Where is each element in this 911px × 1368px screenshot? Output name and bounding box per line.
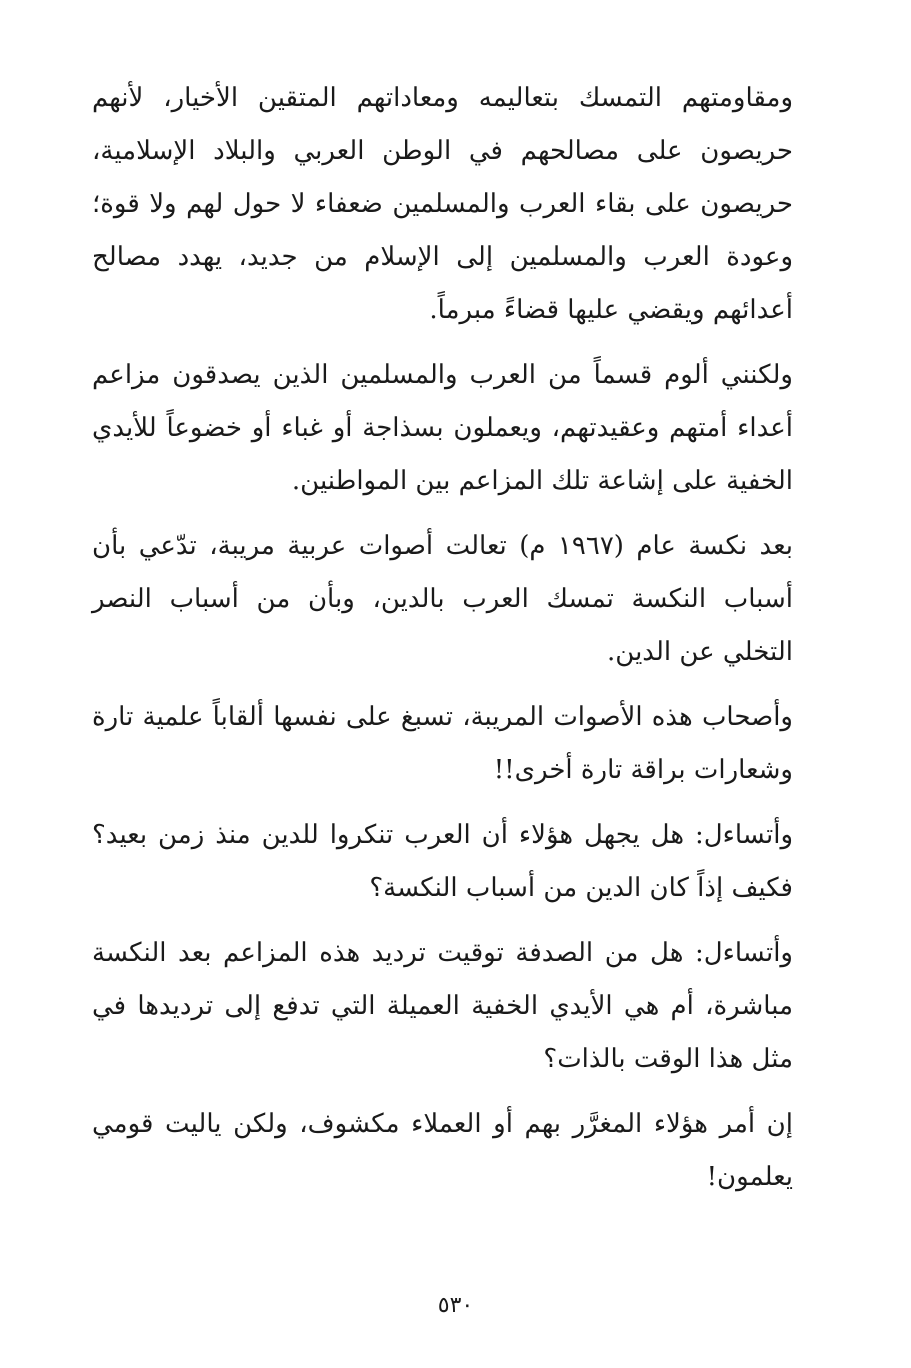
paragraph-1: ومقاومتهم التمسك بتعاليمه ومعاداتهم المتقين الأخيار، لأنهم حريصون على مصالحهم في الوطن العربي والبلاد الإسلامية، حريصون على بقاء العرب والمسلمين ضعفاء لا حول لهم ولا قوة؛ وعودة العرب والمسلمين إلى الإسلام من جديد، يهدد مصالح أعدائهم ويقضي عليها قضاءً مبرماً. [92, 83, 793, 325]
paragraph-6: وأتساءل: هل من الصدفة توقيت ترديد هذه المزاعم بعد النكسة مباشرة، أم هي الأيدي الخفية العميلة التي تدفع إلى ترديدها في مثل هذا الوقت بالذات؟ [92, 938, 793, 1074]
page-number: ٥٣٠ [437, 1293, 474, 1318]
paragraph-4: وأصحاب هذه الأصوات المريبة، تسبغ على نفسها ألقاباً علمية تارة وشعارات براقة تارة أخرى!! [92, 702, 793, 785]
body-text [92, 72, 793, 1204]
paragraph-5: وأتساءل: هل يجهل هؤلاء أن العرب تنكروا للدين منذ زمن بعيد؟ فكيف إذاً كان الدين من أسباب النكسة؟ [92, 820, 793, 903]
paragraph-7: إن أمر هؤلاء المغرَّر بهم أو العملاء مكشوف، ولكن ياليت قومي يعلمون! [92, 1109, 793, 1192]
paragraph-2: ولكنني ألوم قسماً من العرب والمسلمين الذين يصدقون مزاعم أعداء أمتهم وعقيدتهم، ويعملون بسذاجة أو غباء أو خضوعاً للأيدي الخفية على إشاعة تلك المزاعم بين المواطنين. [92, 360, 793, 496]
paragraph-3: بعد نكسة عام (١٩٦٧ م) تعالت أصوات عربية مريبة، تدّعي بأن أسباب النكسة تمسك العرب بالدين، وبأن من أسباب النصر التخلي عن الدين. [92, 531, 793, 667]
